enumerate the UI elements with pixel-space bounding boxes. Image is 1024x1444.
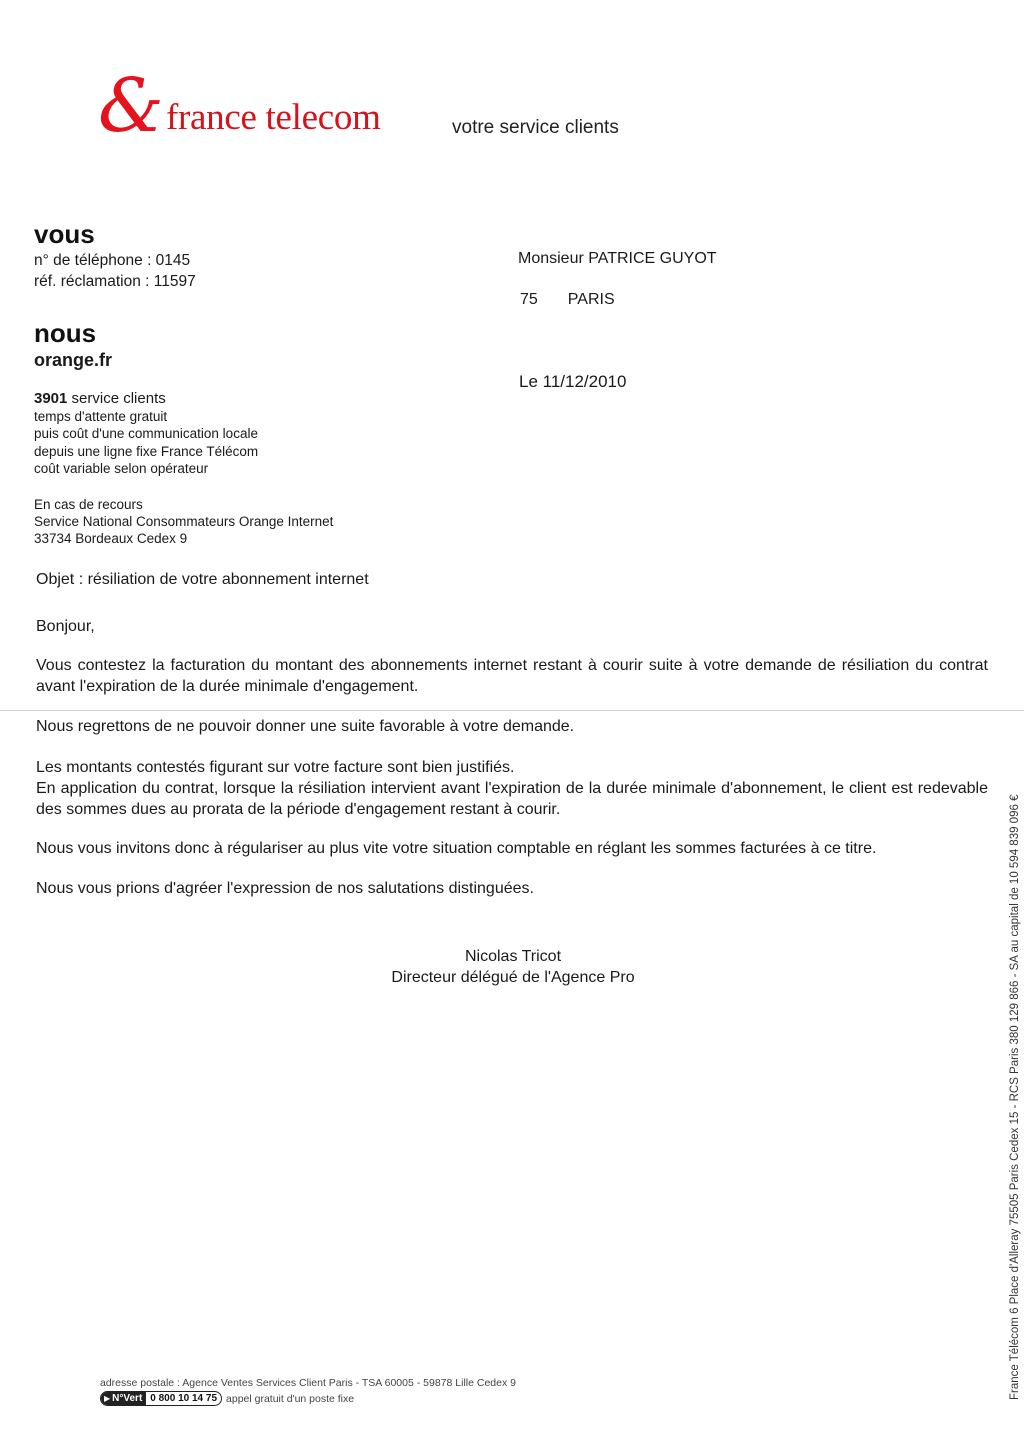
recipient-city: PARIS [567,291,615,308]
recipient-postcode: 75 [520,291,538,308]
paragraph-3-line-1: Les montants contestés figurant sur votre facture sont bien justifiés. [36,759,515,776]
postal-address: adresse postale : Agence Ventes Services Client Paris - TSA 60005 - 59878 Lille Cedex 9 [100,1377,516,1389]
paragraph-4: Nous vous invitons donc à régulariser au plus vite votre situation comptable en réglant les sommes facturées à ce titre. [36,840,877,857]
letter-subject: Objet : résiliation de votre abonnement internet [36,571,369,588]
numero-vert-label-box [101,1392,146,1405]
numero-vert-badge [100,1391,222,1406]
phone-number: n° de téléphone : 0145 [34,252,191,269]
recours-line: 33734 Bordeaux Cedex 9 [34,531,188,546]
tagline: votre service clients [452,117,619,138]
service-line: puis coût d'une communication locale [34,426,258,441]
logo-wordmark: france telecom [166,97,381,138]
numero-vert-line [100,1391,354,1406]
nous-heading: nous [34,318,97,348]
recipient-city-line [520,291,615,309]
signature-block [382,946,644,988]
paper-fold-line [0,710,1024,711]
recours-line: En cas de recours [34,497,143,512]
france-telecom-logo [98,63,408,149]
arrow-right-icon: ▶ [104,1394,111,1403]
legal-mention-vertical: France Télécom 6 Place d'Alleray 75505 Paris Cedex 15 - RCS Paris 380 129 866 - SA au capital de 10 594 839 096 € [1009,794,1021,1400]
service-clients-block [34,390,258,478]
signatory-title: Directeur délégué de l'Agence Pro [391,969,635,986]
numero-vert-label: N°Vert [112,1393,143,1404]
service-label: service clients [67,390,166,407]
service-number-line [34,390,258,408]
recipient-name: Monsieur PATRICE GUYOT [518,250,717,267]
ampersand-logo-mark: & [98,63,164,149]
service-line: coût variable selon opérateur [34,461,209,476]
paragraph-2: Nous regrettons de ne pouvoir donner une suite favorable à votre demande. [36,718,575,735]
website: orange.fr [34,350,113,370]
greeting: Bonjour, [36,618,95,635]
paragraph-3 [36,757,988,820]
letter-date: Le 11/12/2010 [519,372,627,391]
numero-vert-note: appel gratuit d'un poste fixe [226,1392,355,1405]
closing: Nous vous prions d'agréer l'expression de nos salutations distinguées. [36,880,534,897]
vous-details [34,250,196,292]
claim-reference: réf. réclamation : 11597 [34,273,196,290]
recours-line: Service National Consommateurs Orange Internet [34,514,334,529]
vous-heading: vous [34,219,95,249]
service-line: temps d'attente gratuit [34,408,168,424]
service-line: depuis une ligne fixe France Télécom [34,443,259,459]
paragraph-3-line-2: En application du contrat, lorsque la résiliation intervient avant l'expiration de la durée minimale d'abonnement, le client est redevable des sommes dues au prorata de la période d'engagement restant à courir. [36,780,988,818]
numero-vert-number: 0 800 10 14 75 [150,1393,218,1404]
signatory-name: Nicolas Tricot [464,948,562,965]
service-number: 3901 [34,390,68,407]
recours-block [34,496,333,547]
paragraph-1: Vous contestez la facturation du montant des abonnements internet restant à courir suite à votre demande de résiliation du contrat avant l'expiration de la durée minimale d'engagement. [36,657,988,695]
